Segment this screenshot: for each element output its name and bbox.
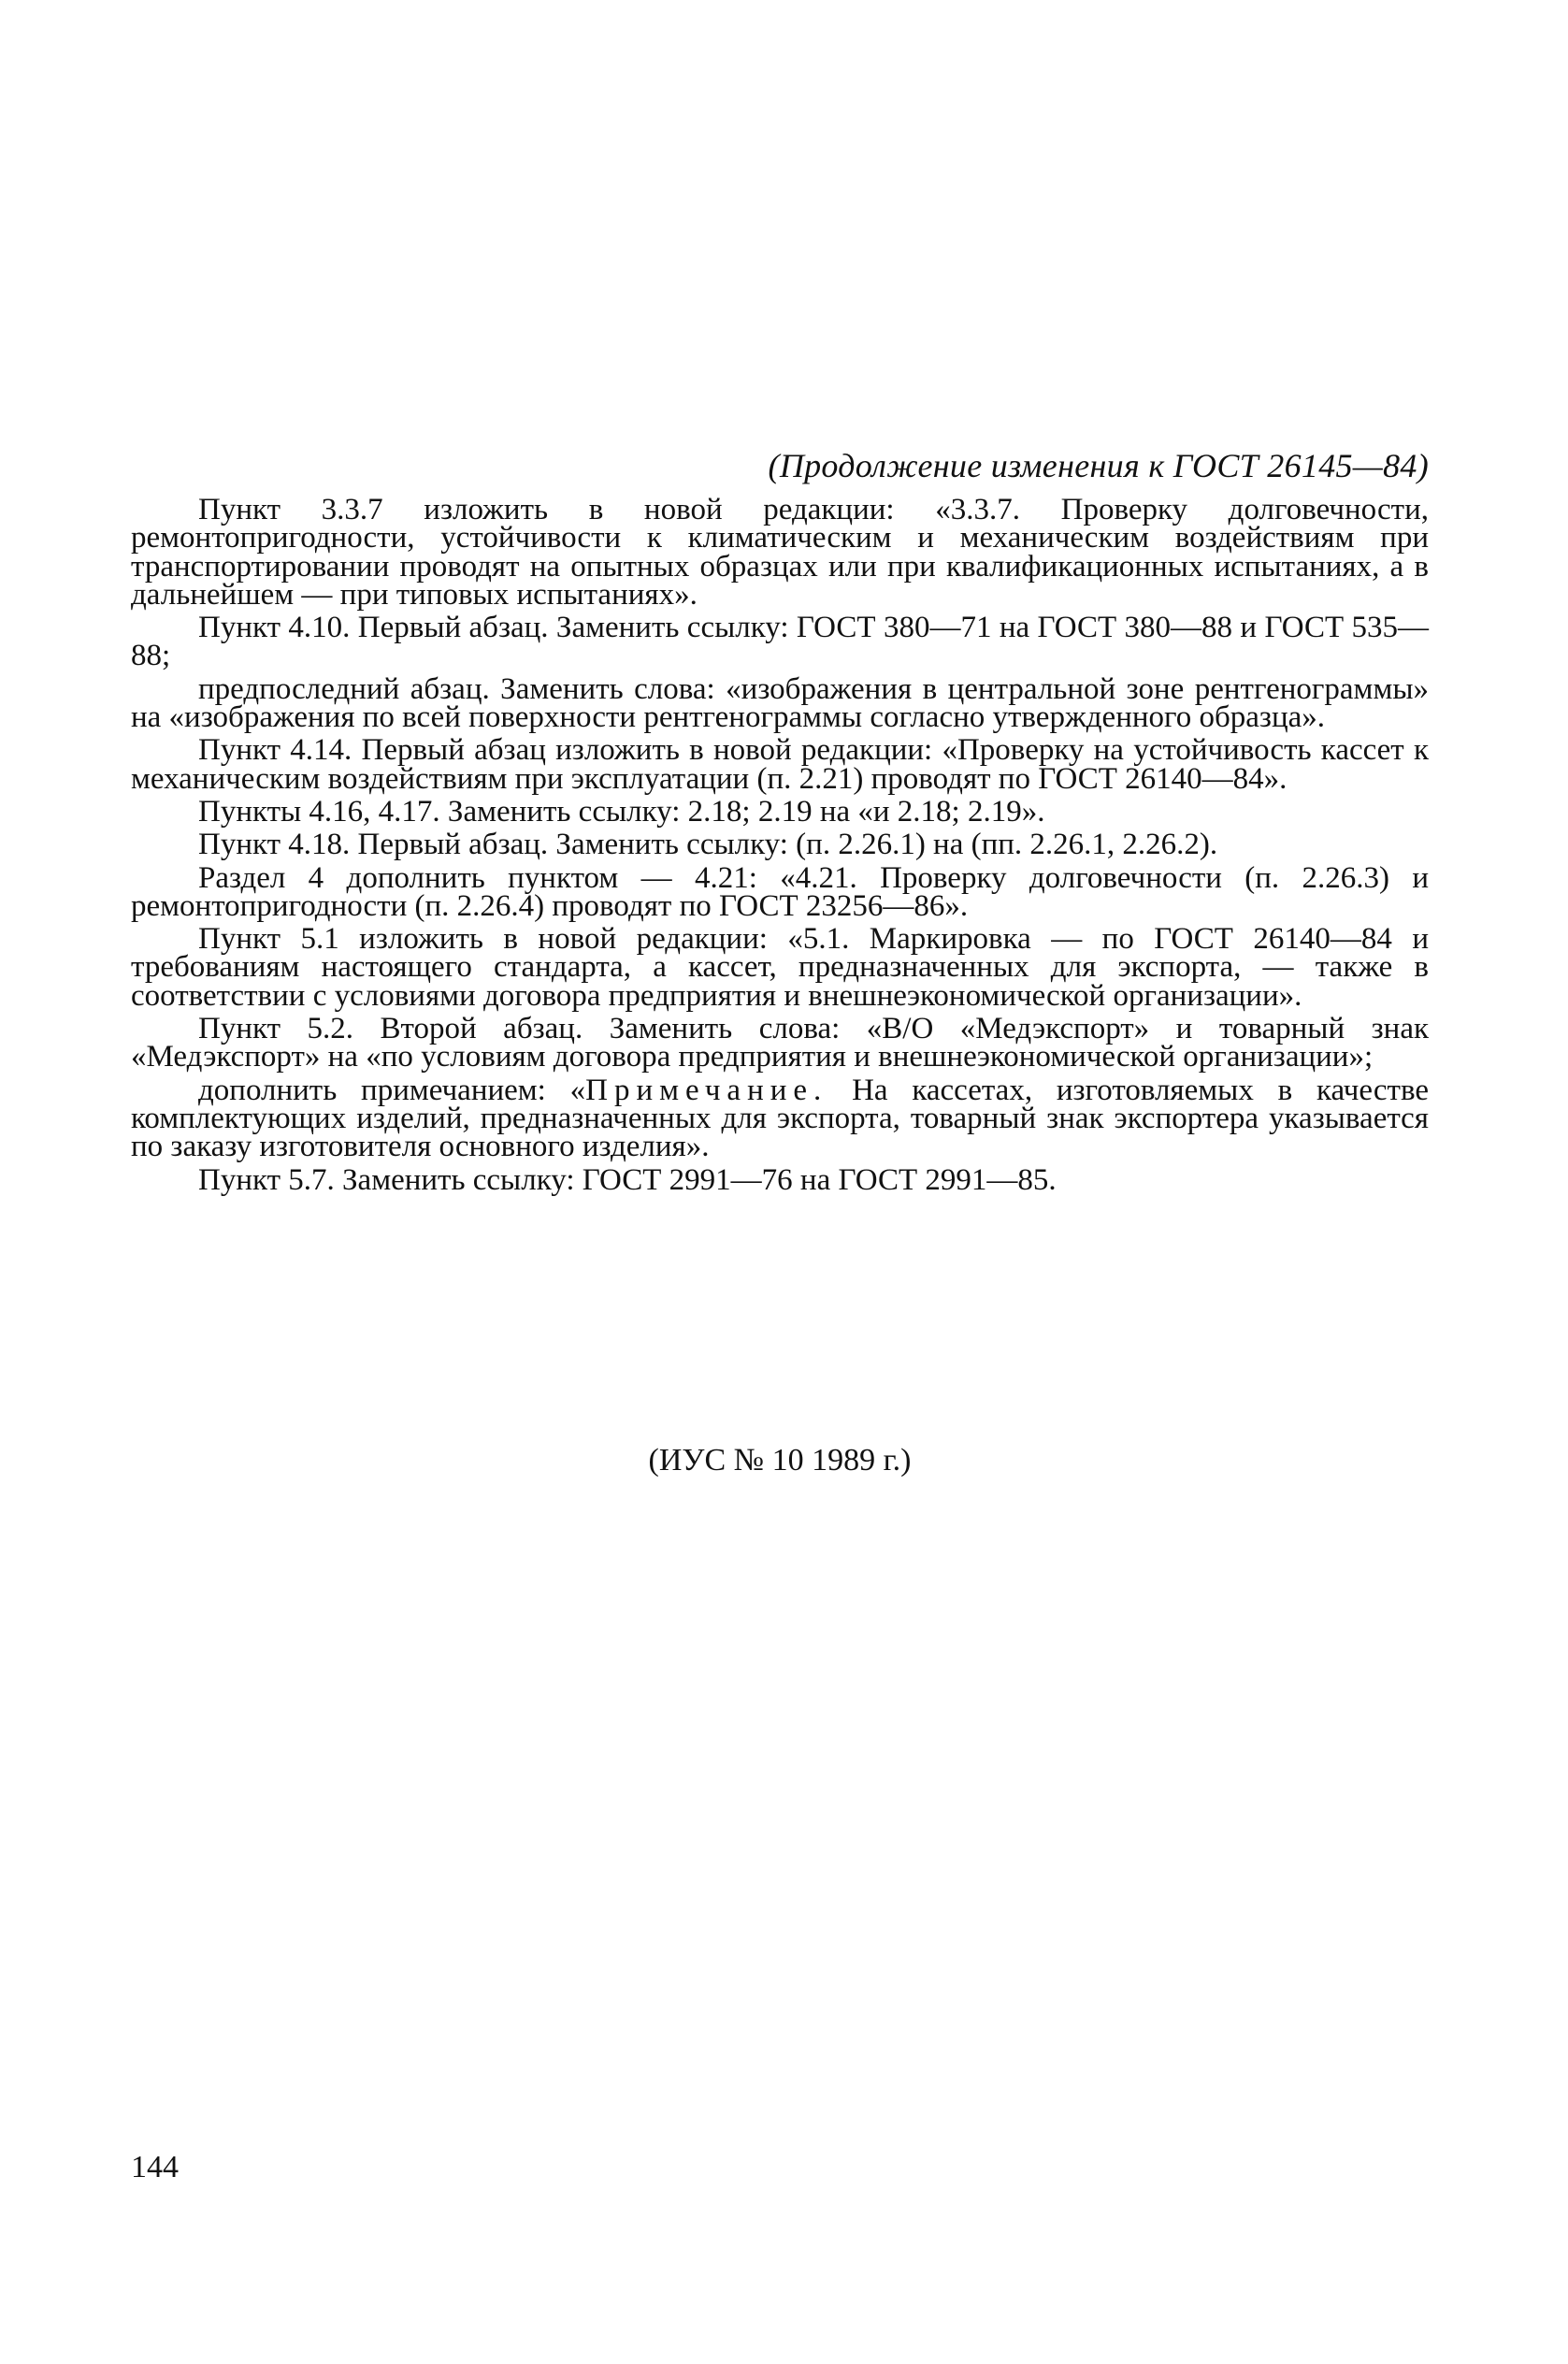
paragraph-4-10: Пункт 4.10. Первый абзац. Заменить ссылку: ГОСТ 380—71 на ГОСТ 380—88 и ГОСТ 535—88; bbox=[131, 611, 1429, 673]
page-header: (Продолжение изменения к ГОСТ 26145—84) bbox=[768, 447, 1429, 484]
paragraph-5-2: Пункт 5.2. Второй абзац. Заменить слова: «В/О «Медэкспорт» и товарный знак «Медэкспорт» на «по условиям договора предприятия и внешнеэкономической организации»; bbox=[131, 1012, 1429, 1074]
note-text: На кассетах, изготовляемых в качестве комплектующих изделий, предназначенных для экспорта, товарный знак экспортера указывается по заказу изготовителя основного изделия». bbox=[131, 1073, 1429, 1164]
paragraph-5-2-note bbox=[131, 1073, 1429, 1164]
paragraph-4-10-penultimate: предпоследний абзац. Заменить слова: «изображения в центральной зоне рентгенограммы» на «изображения по всей поверхности рентгенограммы согласно утвержденного образца». bbox=[131, 671, 1429, 735]
paragraph-4-14: Пункт 4.14. Первый абзац изложить в новой редакции: «Проверку на устойчивость кассет к механическим воздействиям при эксплуатации (п. 2.21) проводят по ГОСТ 26140—84». bbox=[131, 733, 1429, 796]
note-intro: дополнить примечанием: « bbox=[198, 1073, 586, 1107]
note-label: Примечание. bbox=[585, 1073, 828, 1107]
paragraph-5-7: Пункт 5.7. Заменить ссылку: ГОСТ 2991—76 на ГОСТ 2991—85. bbox=[198, 1162, 1057, 1197]
paragraph-5-1: Пункт 5.1 изложить в новой редакции: «5.1. Маркировка — по ГОСТ 26140—84 и требованиям настоящего стандарта, а кассет, предназначенных для экспорта, — также в соответствии с условиями договора предприятия и внешнеэкономической организации». bbox=[131, 922, 1429, 1013]
paragraph-section-4: Раздел 4 дополнить пунктом — 4.21: «4.21. Проверку долговечности (п. 2.26.3) и ремонтопригодности (п. 2.26.4) проводят по ГОСТ 23256—86». bbox=[131, 860, 1429, 923]
page-number: 144 bbox=[131, 2150, 179, 2184]
source-reference: (ИУС № 10 1989 г.) bbox=[648, 1443, 912, 1478]
paragraph-4-18: Пункт 4.18. Первый абзац. Заменить ссылку: (п. 2.26.1) на (пп. 2.26.1, 2.26.2). bbox=[198, 828, 1218, 862]
paragraph-4-16-4-17: Пункты 4.16, 4.17. Заменить ссылку: 2.18; 2.19 на «и 2.18; 2.19». bbox=[198, 794, 1045, 829]
document-body bbox=[131, 493, 1429, 1199]
paragraph-3-3-7: Пункт 3.3.7 изложить в новой редакции: «3.3.7. Проверку долговечности, ремонтопригодности, устойчивости к климатическим и механическим воздействиям при транспортировании проводят на опытных образцах или при квалификационных испытаниях, а в дальнейшем — при типовых испытаниях». bbox=[131, 493, 1429, 612]
